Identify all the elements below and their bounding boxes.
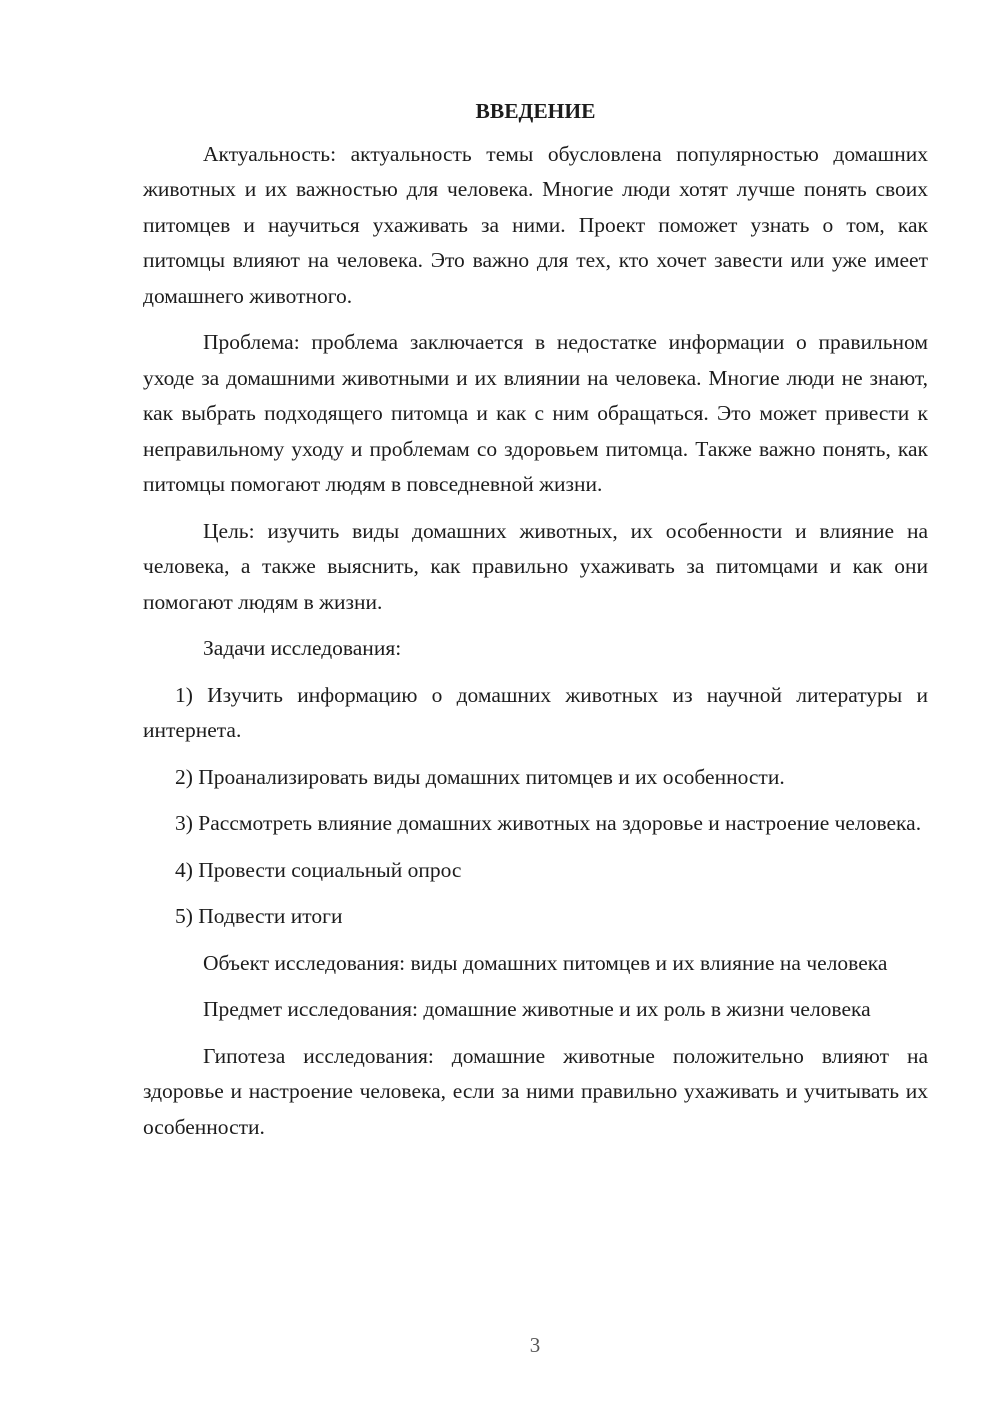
paragraph-subject: Предмет исследования: домашние животные и их роль в жизни человека [203, 997, 871, 1021]
paragraph-problem: Проблема: проблема заключается в недостатке информации о правильном уходе за домашними животными и их влиянии на человека. Многие люди не знают, как выбрать подходящего питомца и как с ним обращаться. Это может привести к неправильному уходу и проблемам со здоровьем питомца. Также важно понять, как питомцы помогают людям в повседневной жизни. [143, 330, 928, 496]
task-item: 5) Подвести итоги [175, 904, 343, 928]
paragraph-object: Объект исследования: виды домашних питомцев и их влияние на человека [203, 950, 888, 975]
paragraph-relevance: Актуальность: актуальность темы обусловлена популярностью домашних животных и их важностью для человека. Многие люди хотят лучше понять своих питомцев и научиться ухаживать за ними. Проект поможет узнать о том, как питомцы влияют на человека. Это важно для тех, кто хочет завести или уже имеет домашнего животного. [143, 141, 928, 308]
tasks-heading: Задачи исследования: [203, 636, 402, 660]
section-title: ВВЕДЕНИЕ [475, 99, 596, 123]
page-number: 3 [529, 1333, 541, 1357]
task-item: 2) Проанализировать виды домашних питомцев и их особенности. [175, 764, 785, 789]
task-item: 1) Изучить информацию о домашних животных из научной литературы и интернета. [143, 682, 928, 742]
tasks-list [143, 678, 928, 935]
paragraph-goal: Цель: изучить виды домашних животных, их особенности и влияние на человека, а также выяснить, как правильно ухаживать за питомцами и как они помогают людям в жизни. [143, 518, 928, 614]
task-item: 4) Провести социальный опрос [175, 857, 462, 882]
paragraph-hypothesis: Гипотеза исследования: домашние животные положительно влияют на здоровье и настроение человека, если за ними правильно ухаживать и учитывать их особенности. [143, 1043, 928, 1139]
document-body [143, 94, 928, 1156]
task-item: 3) Рассмотреть влияние домашних животных на здоровье и настроение человека. [175, 811, 922, 835]
